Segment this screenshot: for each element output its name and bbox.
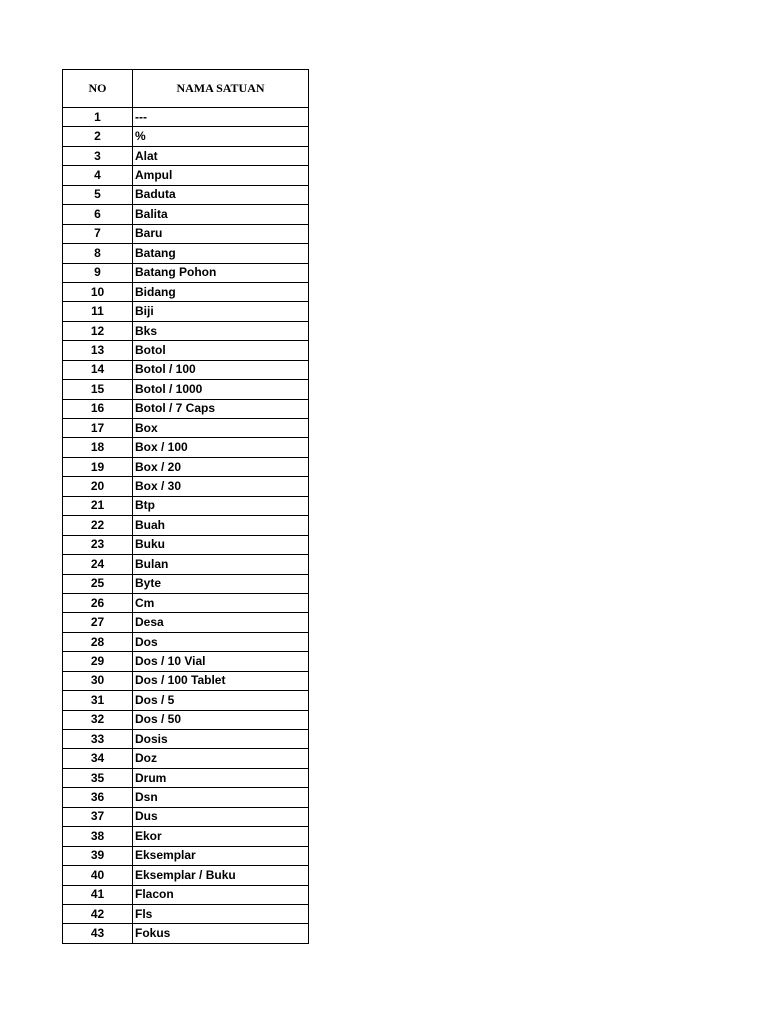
unit-name-cell: Buah <box>133 516 309 535</box>
table-row <box>63 477 309 496</box>
row-number-cell: 7 <box>63 224 133 243</box>
table-row <box>63 691 309 710</box>
unit-name-cell: Doz <box>133 749 309 768</box>
unit-name-cell: Baduta <box>133 185 309 204</box>
row-number-cell: 37 <box>63 807 133 826</box>
unit-name-cell: Btp <box>133 496 309 515</box>
unit-name-cell: Flacon <box>133 885 309 904</box>
table-row <box>63 205 309 224</box>
unit-name-cell: Botol <box>133 341 309 360</box>
unit-name-cell: Baru <box>133 224 309 243</box>
row-number-cell: 31 <box>63 691 133 710</box>
table-row <box>63 904 309 923</box>
unit-name-cell: Dos <box>133 632 309 651</box>
row-number-cell: 10 <box>63 282 133 301</box>
row-number-cell: 38 <box>63 827 133 846</box>
row-number-cell: 11 <box>63 302 133 321</box>
satuan-table <box>62 69 309 944</box>
row-number-cell: 35 <box>63 768 133 787</box>
row-number-cell: 18 <box>63 438 133 457</box>
table-row <box>63 652 309 671</box>
unit-name-cell: Eksemplar <box>133 846 309 865</box>
unit-name-cell: Alat <box>133 146 309 165</box>
table-row <box>63 632 309 651</box>
unit-name-cell: Fls <box>133 904 309 923</box>
table-row <box>63 496 309 515</box>
table-row <box>63 419 309 438</box>
unit-name-cell: Botol / 100 <box>133 360 309 379</box>
unit-name-cell: Buku <box>133 535 309 554</box>
table-row <box>63 671 309 690</box>
row-number-cell: 20 <box>63 477 133 496</box>
table-row <box>63 282 309 301</box>
unit-name-cell: Botol / 1000 <box>133 380 309 399</box>
unit-name-cell: Box <box>133 419 309 438</box>
header-row <box>63 70 309 108</box>
table-row <box>63 574 309 593</box>
row-number-cell: 5 <box>63 185 133 204</box>
table-row <box>63 380 309 399</box>
table-row <box>63 224 309 243</box>
table-row <box>63 321 309 340</box>
table-header <box>63 70 309 108</box>
unit-name-cell: Balita <box>133 205 309 224</box>
table-row <box>63 827 309 846</box>
table-row <box>63 788 309 807</box>
unit-name-cell: Bks <box>133 321 309 340</box>
unit-name-cell: Drum <box>133 768 309 787</box>
table-row <box>63 768 309 787</box>
row-number-cell: 21 <box>63 496 133 515</box>
row-number-cell: 9 <box>63 263 133 282</box>
row-number-cell: 15 <box>63 380 133 399</box>
unit-name-cell: Eksemplar / Buku <box>133 866 309 885</box>
unit-name-cell: Bulan <box>133 555 309 574</box>
row-number-cell: 42 <box>63 904 133 923</box>
row-number-cell: 6 <box>63 205 133 224</box>
table-row <box>63 127 309 146</box>
unit-name-cell: Desa <box>133 613 309 632</box>
row-number-cell: 30 <box>63 671 133 690</box>
table-row <box>63 302 309 321</box>
table-row <box>63 108 309 127</box>
unit-name-cell: Batang Pohon <box>133 263 309 282</box>
table-row <box>63 399 309 418</box>
row-number-cell: 22 <box>63 516 133 535</box>
row-number-cell: 1 <box>63 108 133 127</box>
header-nama-satuan: NAMA SATUAN <box>133 70 309 108</box>
unit-name-cell: % <box>133 127 309 146</box>
table-row <box>63 516 309 535</box>
table-row <box>63 885 309 904</box>
row-number-cell: 4 <box>63 166 133 185</box>
unit-name-cell: Biji <box>133 302 309 321</box>
unit-name-cell: Dosis <box>133 730 309 749</box>
table-row <box>63 360 309 379</box>
row-number-cell: 32 <box>63 710 133 729</box>
table-row <box>63 263 309 282</box>
table-row <box>63 535 309 554</box>
unit-name-cell: Dos / 100 Tablet <box>133 671 309 690</box>
table-body <box>63 108 309 944</box>
row-number-cell: 36 <box>63 788 133 807</box>
table-row <box>63 185 309 204</box>
unit-name-cell: Cm <box>133 593 309 612</box>
unit-name-cell: Ampul <box>133 166 309 185</box>
table-row <box>63 710 309 729</box>
unit-name-cell: Bidang <box>133 282 309 301</box>
table-row <box>63 555 309 574</box>
table-row <box>63 846 309 865</box>
row-number-cell: 34 <box>63 749 133 768</box>
table-row <box>63 146 309 165</box>
row-number-cell: 41 <box>63 885 133 904</box>
row-number-cell: 24 <box>63 555 133 574</box>
unit-name-cell: Box / 20 <box>133 457 309 476</box>
row-number-cell: 23 <box>63 535 133 554</box>
table-row <box>63 924 309 943</box>
row-number-cell: 3 <box>63 146 133 165</box>
table-row <box>63 341 309 360</box>
row-number-cell: 29 <box>63 652 133 671</box>
row-number-cell: 33 <box>63 730 133 749</box>
table-row <box>63 749 309 768</box>
row-number-cell: 8 <box>63 244 133 263</box>
unit-name-cell: Dos / 10 Vial <box>133 652 309 671</box>
row-number-cell: 17 <box>63 419 133 438</box>
row-number-cell: 43 <box>63 924 133 943</box>
unit-name-cell: Batang <box>133 244 309 263</box>
table-row <box>63 166 309 185</box>
table-row <box>63 730 309 749</box>
row-number-cell: 16 <box>63 399 133 418</box>
row-number-cell: 2 <box>63 127 133 146</box>
row-number-cell: 19 <box>63 457 133 476</box>
table-row <box>63 457 309 476</box>
unit-name-cell: Box / 100 <box>133 438 309 457</box>
row-number-cell: 40 <box>63 866 133 885</box>
unit-name-cell: Dsn <box>133 788 309 807</box>
unit-name-cell: Dos / 5 <box>133 691 309 710</box>
unit-name-cell: Ekor <box>133 827 309 846</box>
unit-name-cell: Box / 30 <box>133 477 309 496</box>
table-row <box>63 438 309 457</box>
table-row <box>63 866 309 885</box>
row-number-cell: 25 <box>63 574 133 593</box>
table-row <box>63 613 309 632</box>
unit-name-cell: --- <box>133 108 309 127</box>
row-number-cell: 27 <box>63 613 133 632</box>
row-number-cell: 12 <box>63 321 133 340</box>
unit-name-cell: Fokus <box>133 924 309 943</box>
header-no: NO <box>63 70 133 108</box>
row-number-cell: 13 <box>63 341 133 360</box>
row-number-cell: 39 <box>63 846 133 865</box>
table-row <box>63 244 309 263</box>
unit-name-cell: Dus <box>133 807 309 826</box>
table-row <box>63 593 309 612</box>
unit-name-cell: Dos / 50 <box>133 710 309 729</box>
row-number-cell: 26 <box>63 593 133 612</box>
row-number-cell: 14 <box>63 360 133 379</box>
row-number-cell: 28 <box>63 632 133 651</box>
unit-name-cell: Botol / 7 Caps <box>133 399 309 418</box>
table-row <box>63 807 309 826</box>
unit-name-cell: Byte <box>133 574 309 593</box>
